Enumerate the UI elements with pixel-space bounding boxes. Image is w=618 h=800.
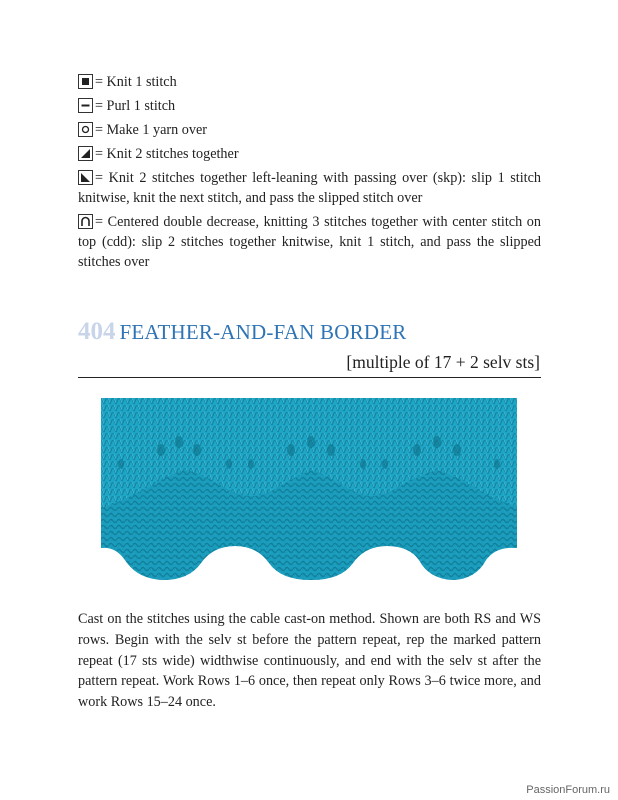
legend-item (78, 96, 541, 116)
purl-icon (78, 98, 93, 113)
knit-icon (78, 74, 93, 89)
symbol-legend (78, 72, 541, 276)
legend-text: = Knit 2 stitches together left-leaning with passing over (skp): slip 1 stitch knitwise, knit the next stitch, and pass the slipped stitch over (78, 170, 541, 206)
legend-item (78, 212, 541, 272)
knitted-swatch-photo (101, 398, 517, 586)
section-heading (78, 318, 406, 346)
stitch-multiple: [multiple of 17 + 2 selv sts] (346, 352, 540, 372)
instructions-paragraph: Cast on the stitches using the cable cast-on method. Shown are both RS and WS rows. Begin with the selv st before the pattern repeat, rep the marked pattern repeat (17 sts wide) widthwise continuously, and end with the selv st after the pattern repeat. Work Rows 1–6 once, then repeat only Rows 3–6 twice more, and work Rows 15–24 once. (78, 611, 541, 711)
watermark: PassionForum.ru (526, 784, 610, 796)
cdd-icon (78, 214, 93, 229)
legend-text: = Make 1 yarn over (95, 122, 208, 138)
yarn-over-icon (78, 122, 93, 137)
legend-item (78, 168, 541, 208)
k2tog-icon (78, 146, 93, 161)
section-title: FEATHER-AND-FAN BORDER (119, 320, 407, 344)
section-number: 404 (78, 318, 116, 345)
heading-rule (78, 377, 541, 378)
legend-text: = Knit 2 stitches together (95, 146, 239, 162)
skp-icon (78, 170, 93, 185)
legend-text: = Purl 1 stitch (95, 98, 176, 114)
legend-item (78, 144, 541, 164)
legend-text: = Knit 1 stitch (95, 74, 177, 90)
legend-text: = Centered double decrease, knitting 3 stitches together with center stitch on top (cdd): slip 2 stitches together knitwise, knit 1 stitch, and pass the slipped stitches over (78, 214, 541, 270)
legend-item (78, 120, 541, 140)
legend-item (78, 72, 541, 92)
